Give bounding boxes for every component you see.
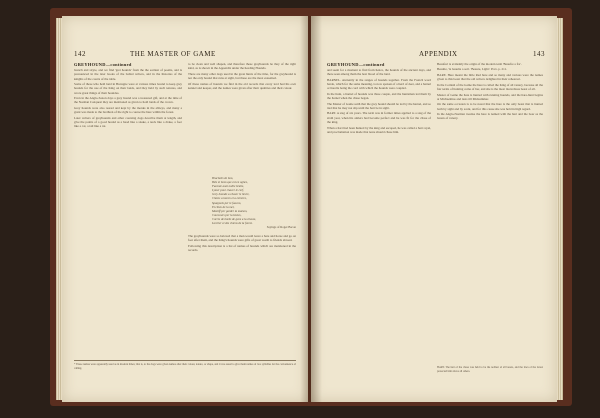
left-footnote: * These names were apparently used as in modern times; that is, to the dogs were given names after their colour, nature, or shape, and it was usual to give them names of two syllables for the convenience of calling. [74, 363, 296, 370]
verse-line: Coursours per la bestes, [212, 212, 242, 217]
paragraph: HART. A stag of six years. The term was in former times applied to a stag of the sixth year, when his antlers had become perfect and he was fit for the chase of the king. [327, 111, 431, 125]
paragraph: Following this description is a list of names of hounds which are mentioned in the records. [188, 243, 296, 253]
right-page [311, 16, 557, 402]
right-column-2 [437, 62, 543, 362]
verse-line: Spaignols per le faucon, [212, 200, 242, 205]
paragraph: The greyhounds were so beloved that a man would leave a hare and horse and go on foot after them, and the King's hounds were gifts of great worth to friends abroad. [188, 234, 296, 243]
paragraph: On the same occasion is to be noted that the hare is the only beast that is hunted both by sight and by scent, and for this cause she was held in high regard. [437, 102, 543, 111]
left-column-2 [188, 62, 296, 172]
right-page-number: 143 [533, 50, 545, 58]
paragraph: and seem for a moment to find from hence, the hounds of the ancient days, and there seen among them the best blood of the land. [327, 68, 431, 77]
paragraph: to be clean and well shapen, and therefore these greyhounds be they of the right kind, as is shown in the Appendix under the heading Hounds. [188, 62, 296, 71]
paragraph: The Master of Game saith that the grey hound should be led by the harnel, and so tied that he may not slip until the hart be in sight. [327, 101, 431, 110]
paragraph: There are many other dogs used in the great hunts of the time, for the greyhound is not the only hound that runs at sight, but these are the most esteemed. [188, 71, 296, 81]
left-running-title: THE MASTER OF GAME [130, 50, 216, 58]
paragraph: Even in the Anglo-Saxon days a grey hound was a treasured gift, and at the time of the Norman Conquest they are mentioned as given to hold lands of the crown. [74, 96, 182, 105]
paragraph: brench and stryte, and we find 'grei hounds' from the the earliest of poems, and is pronounced in the later books of the ballad writers, and in the histories of the knights of the courts of the table. [74, 68, 182, 81]
paragraph: Beaufort is evidently the origin of the modern term 'Beaufre a fre'. [437, 62, 522, 66]
footnote-rule [74, 360, 296, 361]
verse-source: Sayings of Roger Bacon [266, 225, 296, 230]
left-column-2-continued [188, 234, 296, 352]
paragraph: Master of Game the hare is hunted with running hounds, and the hare-hunt begins at Michaelmas and lasts till Midsummer. [437, 92, 543, 101]
right-column-1 [327, 68, 431, 392]
paragraph: Beaulte, 'la beaulte a son'. 'Beaute, Light.' Prov. p. 211. [437, 67, 507, 72]
paragraph: In the hunt, a harnel of hounds was three couple, and the huntsman led them by the harnel when the chase began. [327, 91, 431, 101]
left-column-1 [74, 68, 182, 390]
book-gutter [300, 16, 322, 402]
paragraph: Of these names of hounds we find in the old records that every lord had his own kennel and keeper, and the names were given after their qualities and their colour. [188, 81, 296, 90]
paragraph: HARE. Hare meant the little Red hare and so many and various were the names given to this beast that the old writers delighted in their rehearsal. [437, 72, 543, 82]
right-note: HART. The hart of the chase was held to be the noblest of all beasts, and the laws of the forest protected him above all others. [437, 366, 543, 373]
paragraph: Grey hounds were also reared and kept by the monks in the abbeys, and many a grant was made to the brethren of the right to course the hare within the forest. [74, 105, 182, 115]
verse-line: Bels et bons que est en oghes, [212, 180, 248, 185]
left-page [62, 16, 308, 402]
verse-line: Curres de bords de genz a la chasse, [212, 216, 256, 221]
left-page-number: 142 [74, 50, 86, 58]
right-running-title: APPENDIX [419, 50, 458, 58]
verse-line: Grey hounds a chaser le lievre, [212, 192, 250, 197]
verse-line: Lurcher et des chiens de la forest. [212, 221, 253, 226]
paragraph: HARNEL. Anciently in the ranges of hounds together. From the French word harde, which for the same meaning, is now spoken of a herd of deer, and a harnel or harelle being the cord with which the hounds were coupled. [327, 77, 431, 91]
paragraph: In the Anglo-Norman treatise the hare is named with the hart and the boar as the beasts of venery. [437, 112, 543, 121]
verse-line: Et chien de la mer, [212, 204, 235, 209]
verse-line: Mastiff per garder la maison, [212, 208, 248, 213]
left-section-heading: GREYHOUND—continued [74, 62, 132, 67]
paragraph: Later writers of greyhounds and other coursing dogs describe them at length, and give the points of a good hound as a head like a snake, a neck like a drake, a foot like a cat, a tail like a rat. [74, 115, 182, 129]
verse-line: Brachetts de bon, [212, 176, 234, 180]
hound-verse [212, 176, 296, 229]
paragraph: When a hart had been hunted by the king and escaped, he was called a hart royal, and proclamation was made that none should chase him. [327, 125, 431, 134]
verse-line: Chiens a toures et a estreres, [212, 196, 247, 201]
paragraph: In the Cornish of the Game the hare is called the King of all venery, because all the fair terms of hunting come of her, and she is the most marvellous beast of all. [437, 82, 543, 92]
right-page-edges [557, 18, 563, 400]
verse-line: Faconte auni noble bratte, [212, 184, 244, 189]
verse-line: Lymer pour chacer le cerf, [212, 188, 244, 193]
right-section-heading: GREYHOUND—continued [327, 62, 385, 67]
paragraph: Some of these who held land in Bretagne were at various times bound to keep grey hounds for the use of the King on their lands, and they held by such tenures, and wrote great things of their houndes. [74, 82, 182, 95]
